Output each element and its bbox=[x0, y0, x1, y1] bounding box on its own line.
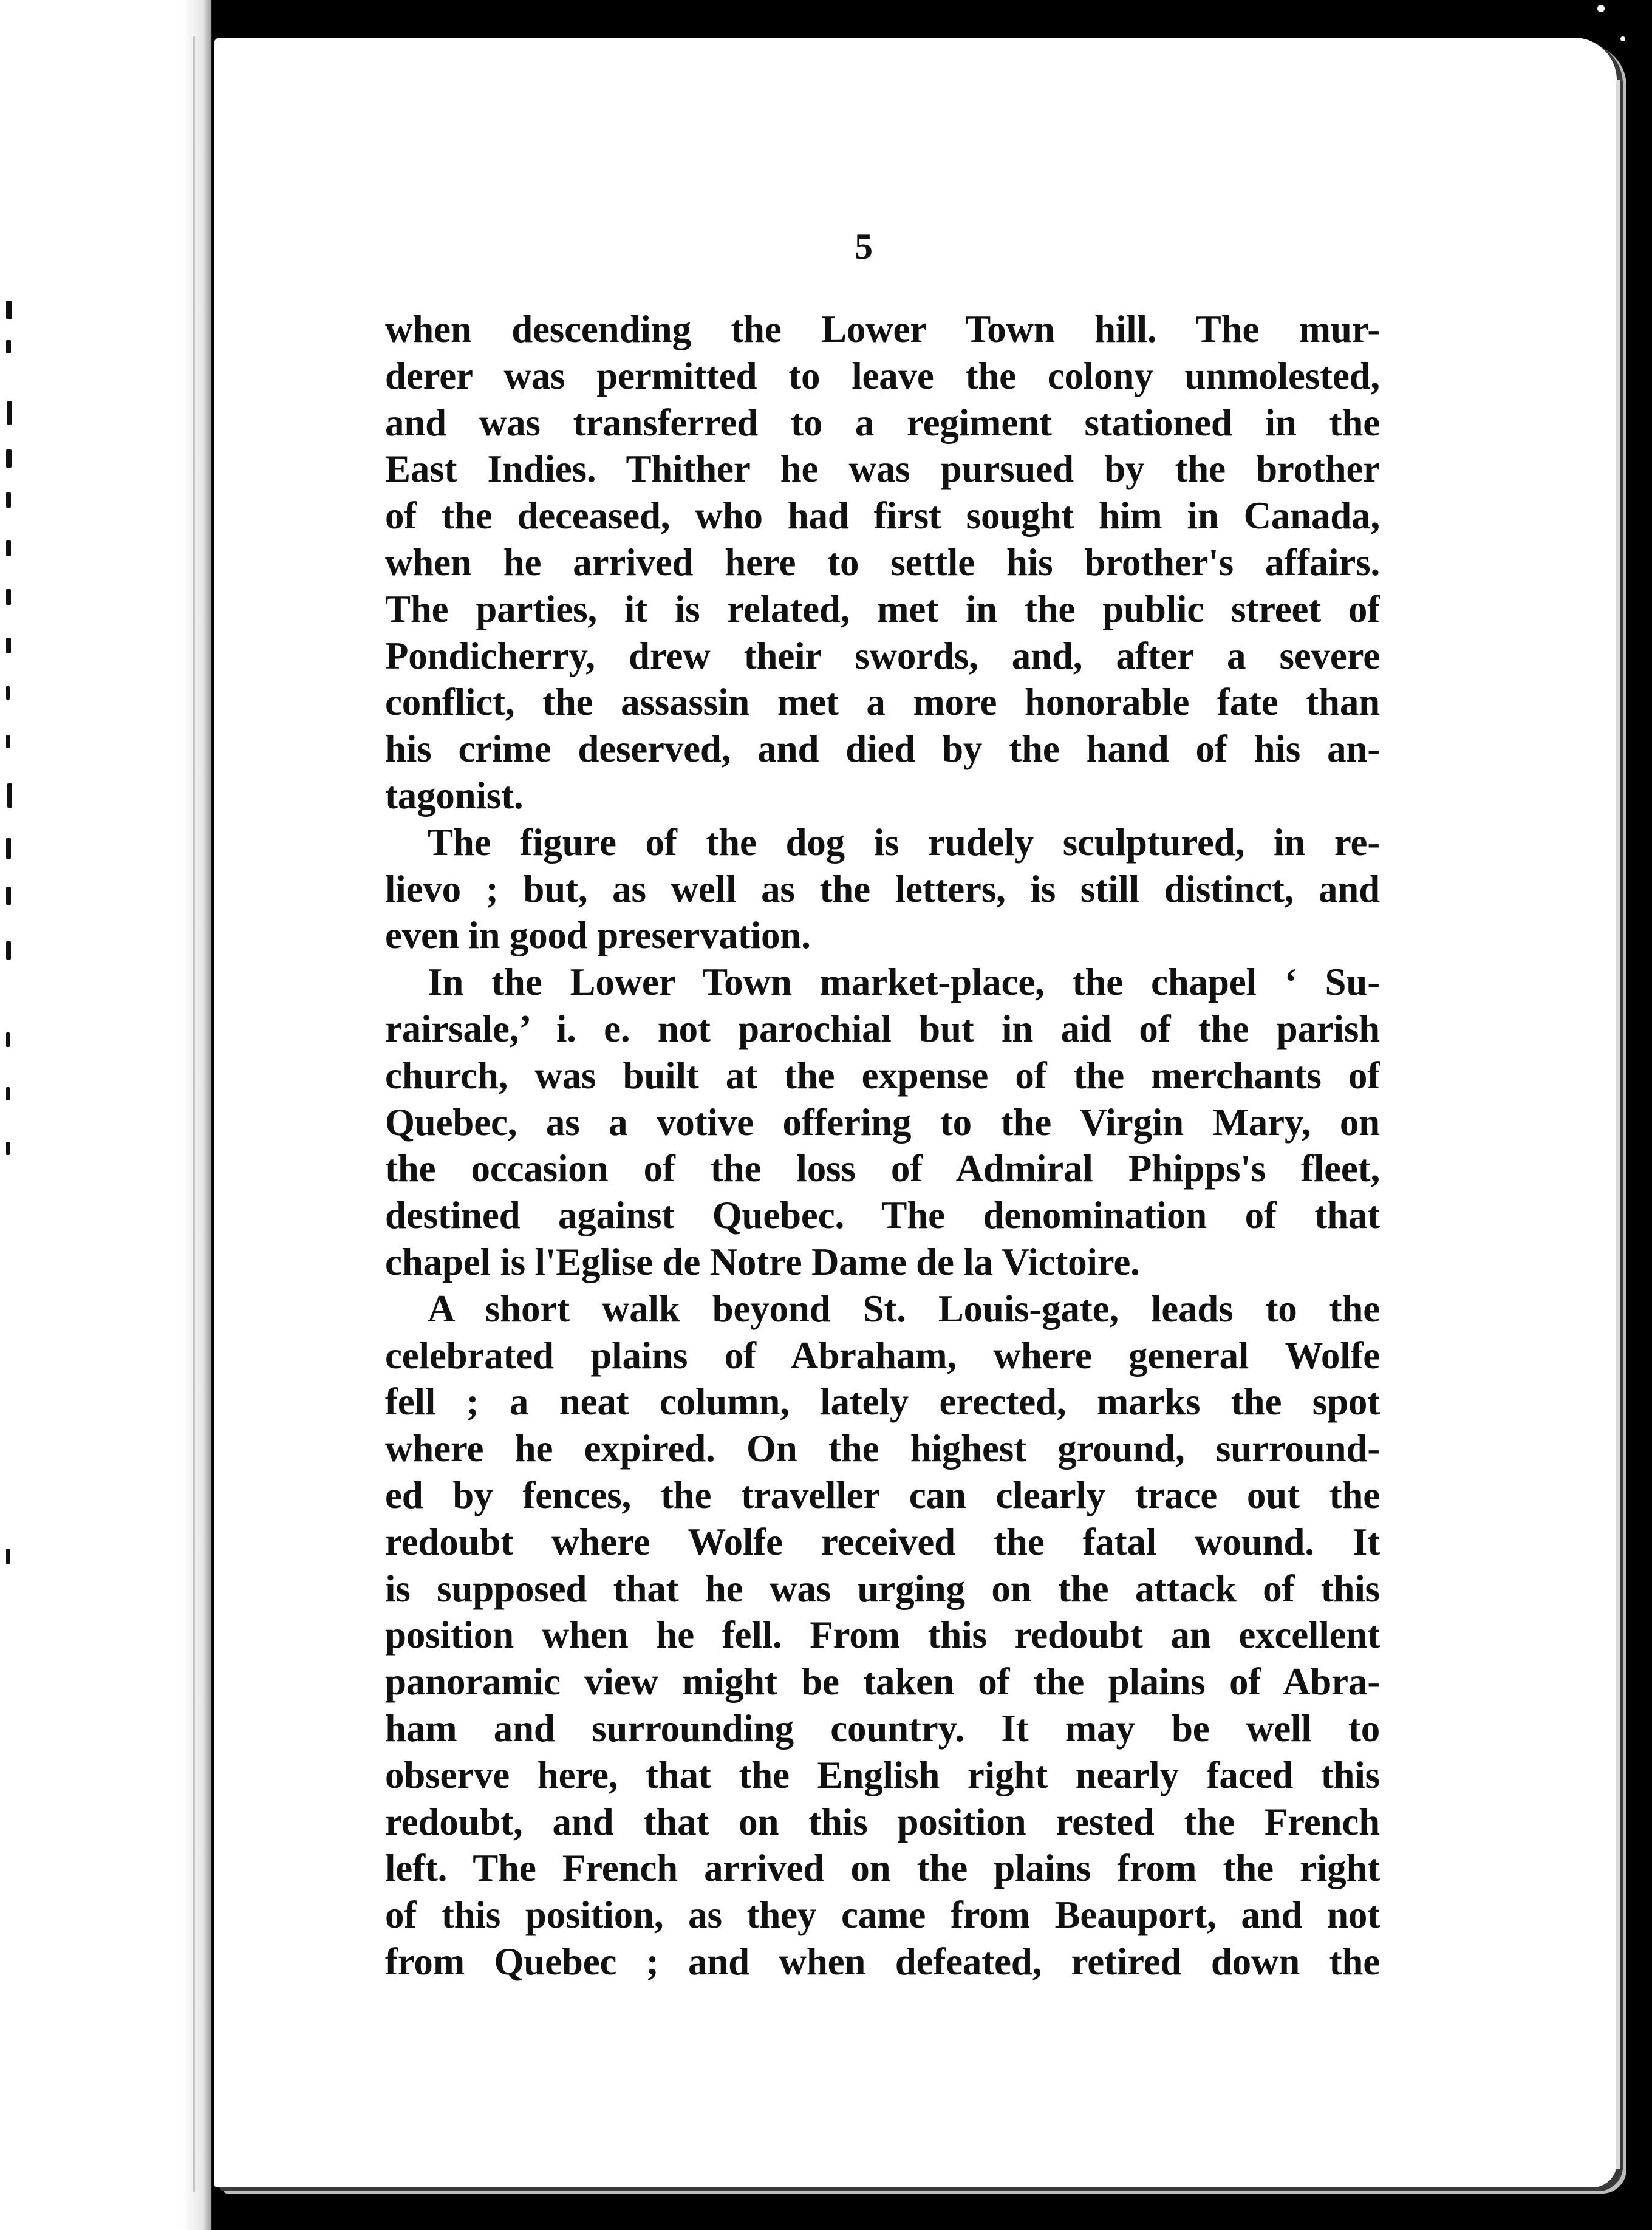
text-line: observe here, that the English right nearly faced this bbox=[385, 1753, 1380, 1796]
text-line: derer was permitted to leave the colony unmolested, bbox=[385, 354, 1380, 397]
page-body-text bbox=[385, 306, 1380, 1985]
ink-mark bbox=[7, 783, 12, 808]
ink-mark bbox=[6, 638, 11, 653]
text-line: left. The French arrived on the plains from the right bbox=[385, 1847, 1380, 1890]
text-line: when he arrived here to settle his brother's affairs. bbox=[385, 540, 1380, 584]
ink-speck bbox=[1597, 5, 1605, 12]
text-line: tagonist. bbox=[385, 774, 524, 817]
text-line: The parties, it is related, met in the public street of bbox=[385, 587, 1380, 630]
text-line: redoubt, and that on this position rested the French bbox=[385, 1800, 1380, 1843]
text-line: church, was built at the expense of the merchants of bbox=[385, 1054, 1380, 1097]
ink-mark bbox=[6, 735, 10, 748]
ink-mark bbox=[6, 838, 11, 859]
text-line: destined against Quebec. The denomination of that bbox=[385, 1194, 1380, 1237]
paragraph-first-line: A short walk beyond St. Louis-gate, leads to the bbox=[428, 1287, 1380, 1330]
text-line: when descending the Lower Town hill. The mur- bbox=[385, 308, 1380, 350]
paragraph-first-line: The figure of the dog is rudely sculptured, in re- bbox=[428, 820, 1380, 864]
text-line: of the deceased, who had first sought him in Canada, bbox=[385, 494, 1380, 537]
ink-speck bbox=[1620, 36, 1625, 41]
text-line: East Indies. Thither he was pursued by the brother bbox=[385, 448, 1380, 491]
text-line: panoramic view might be taken of the plains of Abra- bbox=[385, 1660, 1380, 1703]
text-line: ed by fences, the traveller can clearly trace out the bbox=[385, 1473, 1380, 1516]
text-line: celebrated plains of Abraham, where general Wolfe bbox=[385, 1334, 1380, 1377]
previous-page-edge bbox=[0, 0, 212, 2230]
text-line: Pondicherry, drew their swords, and, after a severe bbox=[385, 634, 1380, 677]
paragraph-first-line: In the Lower Town market-place, the chapel ‘ Su- bbox=[428, 961, 1380, 1004]
text-line: from Quebec ; and when defeated, retired down the bbox=[385, 1940, 1380, 1983]
text-line: rairsale,’ i. e. not parochial but in aid of the parish bbox=[385, 1007, 1380, 1050]
ink-mark bbox=[6, 1142, 10, 1155]
text-line: redoubt where Wolfe received the fatal wound. It bbox=[385, 1520, 1380, 1563]
text-line: position when he fell. From this redoubt an excellent bbox=[385, 1614, 1380, 1657]
ink-mark bbox=[6, 941, 11, 960]
text-line: the occasion of the loss of Admiral Phipps's fleet, bbox=[385, 1147, 1380, 1190]
ink-mark bbox=[6, 301, 12, 319]
text-line: lievo ; but, as well as the letters, is still distinct, and bbox=[385, 867, 1380, 910]
ink-mark bbox=[6, 686, 10, 700]
text-line: fell ; a neat column, lately erected, marks the spot bbox=[385, 1380, 1380, 1424]
text-line: even in good preservation. bbox=[385, 914, 811, 957]
text-line: and was transferred to a regiment stationed in the bbox=[385, 401, 1380, 444]
ink-mark bbox=[7, 401, 12, 425]
ink-mark bbox=[6, 540, 11, 556]
ink-mark bbox=[6, 340, 11, 353]
page-number: 5 bbox=[855, 227, 873, 267]
gutter-fold-line bbox=[193, 36, 195, 2192]
ink-mark bbox=[6, 887, 11, 905]
text-line: of this position, as they came from Beauport, and not bbox=[385, 1894, 1380, 1937]
text-line: is supposed that he was urging on the attack of this bbox=[385, 1567, 1380, 1610]
text-line: ham and surrounding country. It may be well to bbox=[385, 1707, 1380, 1750]
text-line: where he expired. On the highest ground, surround- bbox=[385, 1427, 1380, 1470]
ink-mark bbox=[6, 589, 11, 605]
ink-mark bbox=[6, 449, 12, 468]
text-line: Quebec, as a votive offering to the Virgin Mary, on bbox=[385, 1100, 1380, 1144]
text-line: conflict, the assassin met a more honorable fate than bbox=[385, 681, 1380, 724]
text-line: his crime deserved, and died by the hand of his an- bbox=[385, 728, 1380, 771]
ink-mark bbox=[6, 1087, 10, 1100]
text-line: chapel is l'Eglise de Notre Dame de la Victoire. bbox=[385, 1240, 1140, 1283]
ink-mark bbox=[6, 1549, 10, 1564]
gutter-shadow bbox=[182, 0, 211, 2230]
ink-mark bbox=[6, 492, 11, 508]
ink-mark bbox=[6, 1032, 10, 1047]
